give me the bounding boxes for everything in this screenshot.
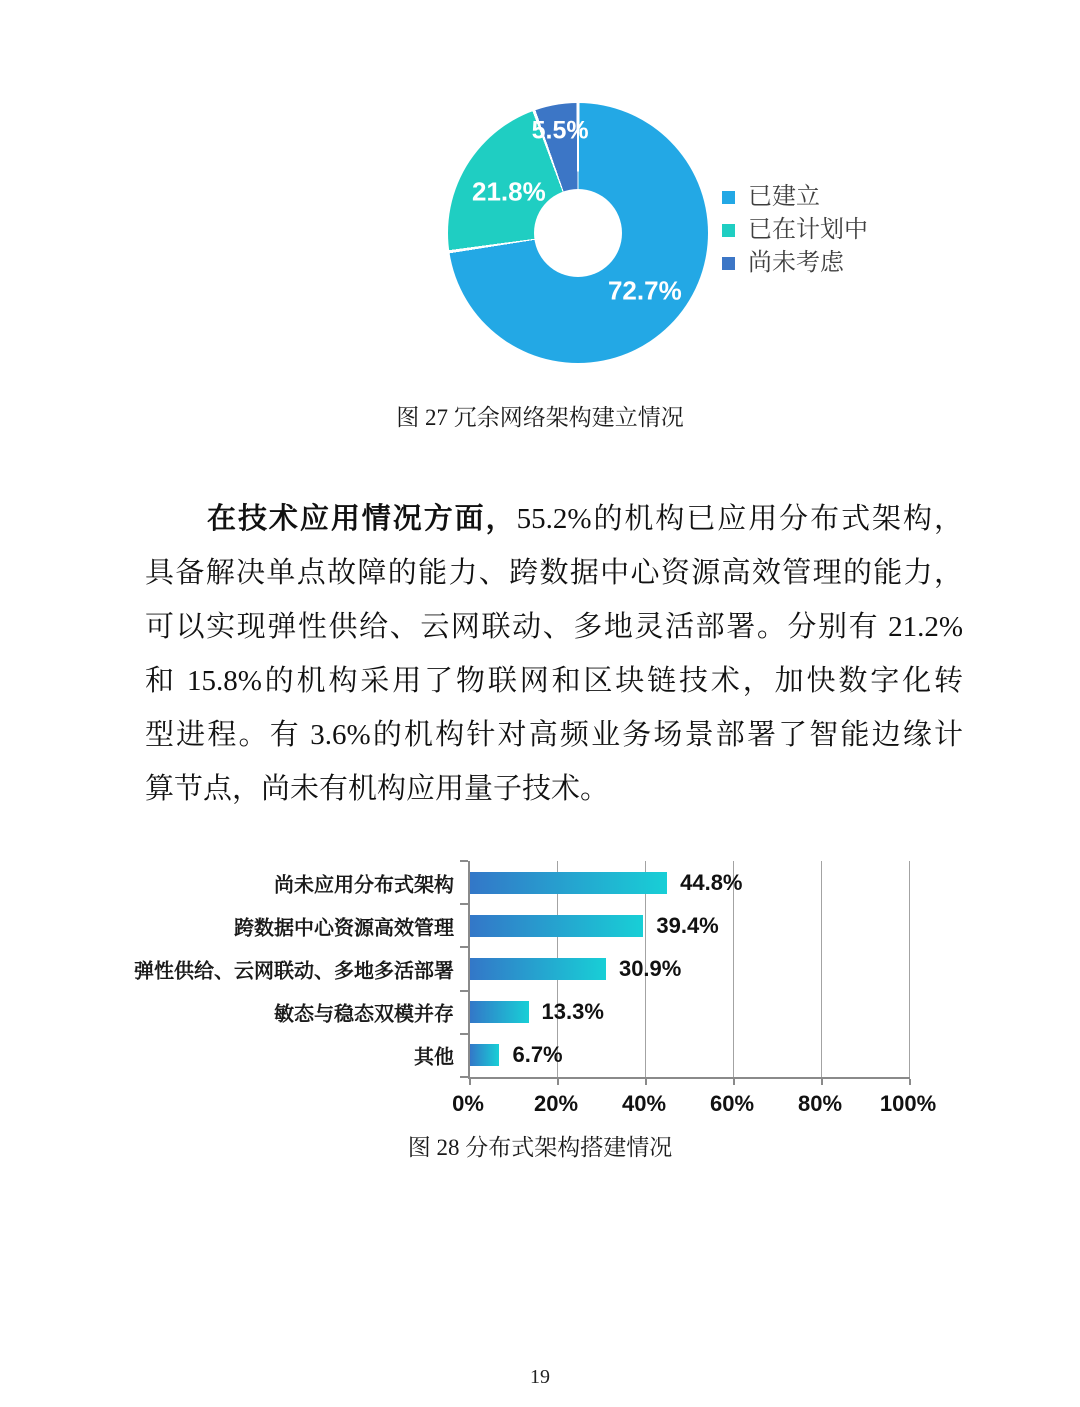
paragraph-line: 型进程。有 3.6%的机构针对高频业务场景部署了智能边缘计 [145,719,963,751]
axis-tick [733,1079,735,1085]
bar-chart-plot-area [468,861,910,1079]
gridline [909,861,910,1077]
bar-chart-x-axis-ticks [452,1091,937,1117]
legend-item [722,218,868,242]
axis-tick [557,1079,559,1085]
legend-item [722,185,868,209]
bar-chart-category-labels [0,861,454,1077]
legend-label: 已在计划中 [748,216,868,243]
paragraph-line [145,492,963,546]
bar-value-label: 6.7% [512,1042,563,1068]
paragraph-line: 算节点，尚未有机构应用量子技术。 [145,773,610,805]
axis-tick [909,1079,911,1085]
bar [470,1001,529,1023]
axis-tick [469,1079,471,1085]
legend-swatch-icon [722,224,735,237]
donut-chart [448,103,708,363]
axis-tick [460,903,468,905]
legend-swatch-icon [722,191,735,204]
pie-value-label: 21.8% [472,176,546,207]
axis-tick [460,1076,468,1078]
x-tick-label: 60% [709,1091,755,1116]
bar [470,958,606,980]
pie-legend [722,185,868,275]
x-tick-label: 20% [533,1091,579,1116]
x-tick-label: 100% [879,1091,937,1116]
gridline [821,861,822,1077]
bar-category-label: 尚未应用分布式架构 [274,874,454,897]
bar [470,872,667,894]
figure-28-caption: 图 28 分布式架构搭建情况 [407,1135,673,1160]
x-tick-label: 80% [797,1091,843,1116]
pie-value-label: 72.7% [607,275,682,306]
legend-item [722,251,868,275]
paragraph-line: 可以实现弹性供给、云网联动、多地灵活部署。分别有 21.2% [145,611,963,643]
legend-label: 已建立 [748,183,820,210]
bar-value-label: 39.4% [656,912,719,938]
body-paragraph [145,492,963,816]
axis-tick [460,1033,468,1035]
bar [470,915,643,937]
bar [470,1044,499,1066]
legend-swatch-icon [722,257,735,270]
bar-category-label: 跨数据中心资源高效管理 [234,917,454,940]
bar-value-label: 13.3% [541,999,604,1025]
bar-category-label: 其他 [414,1046,454,1069]
axis-tick [645,1079,647,1085]
x-tick-label: 0% [452,1091,484,1116]
bar-category-label: 弹性供给、云网联动、多地多活部署 [134,960,454,983]
paragraph-text: 55.2%的机构已应用分布式架构， [516,503,963,535]
bar-value-label: 44.8% [680,869,743,895]
x-tick-label: 40% [621,1091,667,1116]
pie-value-label: 5.5% [531,116,589,145]
axis-tick [460,860,468,862]
bar-value-label: 30.9% [618,956,682,981]
page-number: 19 [530,1366,550,1388]
paragraph-line: 具备解决单点故障的能力、跨数据中心资源高效管理的能力， [145,557,963,589]
bar-category-label: 敏态与稳态双模并存 [274,1003,454,1026]
axis-tick [460,990,468,992]
paragraph-line: 和 15.8%的机构采用了物联网和区块链技术，加快数字化转 [145,665,963,697]
axis-tick [821,1079,823,1085]
legend-label: 尚未考虑 [748,249,844,276]
paragraph-lead-bold: 在技术应用情况方面， [207,503,517,535]
donut-hole [534,189,622,277]
figure-27-caption: 图 27 冗余网络架构建立情况 [396,405,684,430]
axis-tick [460,946,468,948]
